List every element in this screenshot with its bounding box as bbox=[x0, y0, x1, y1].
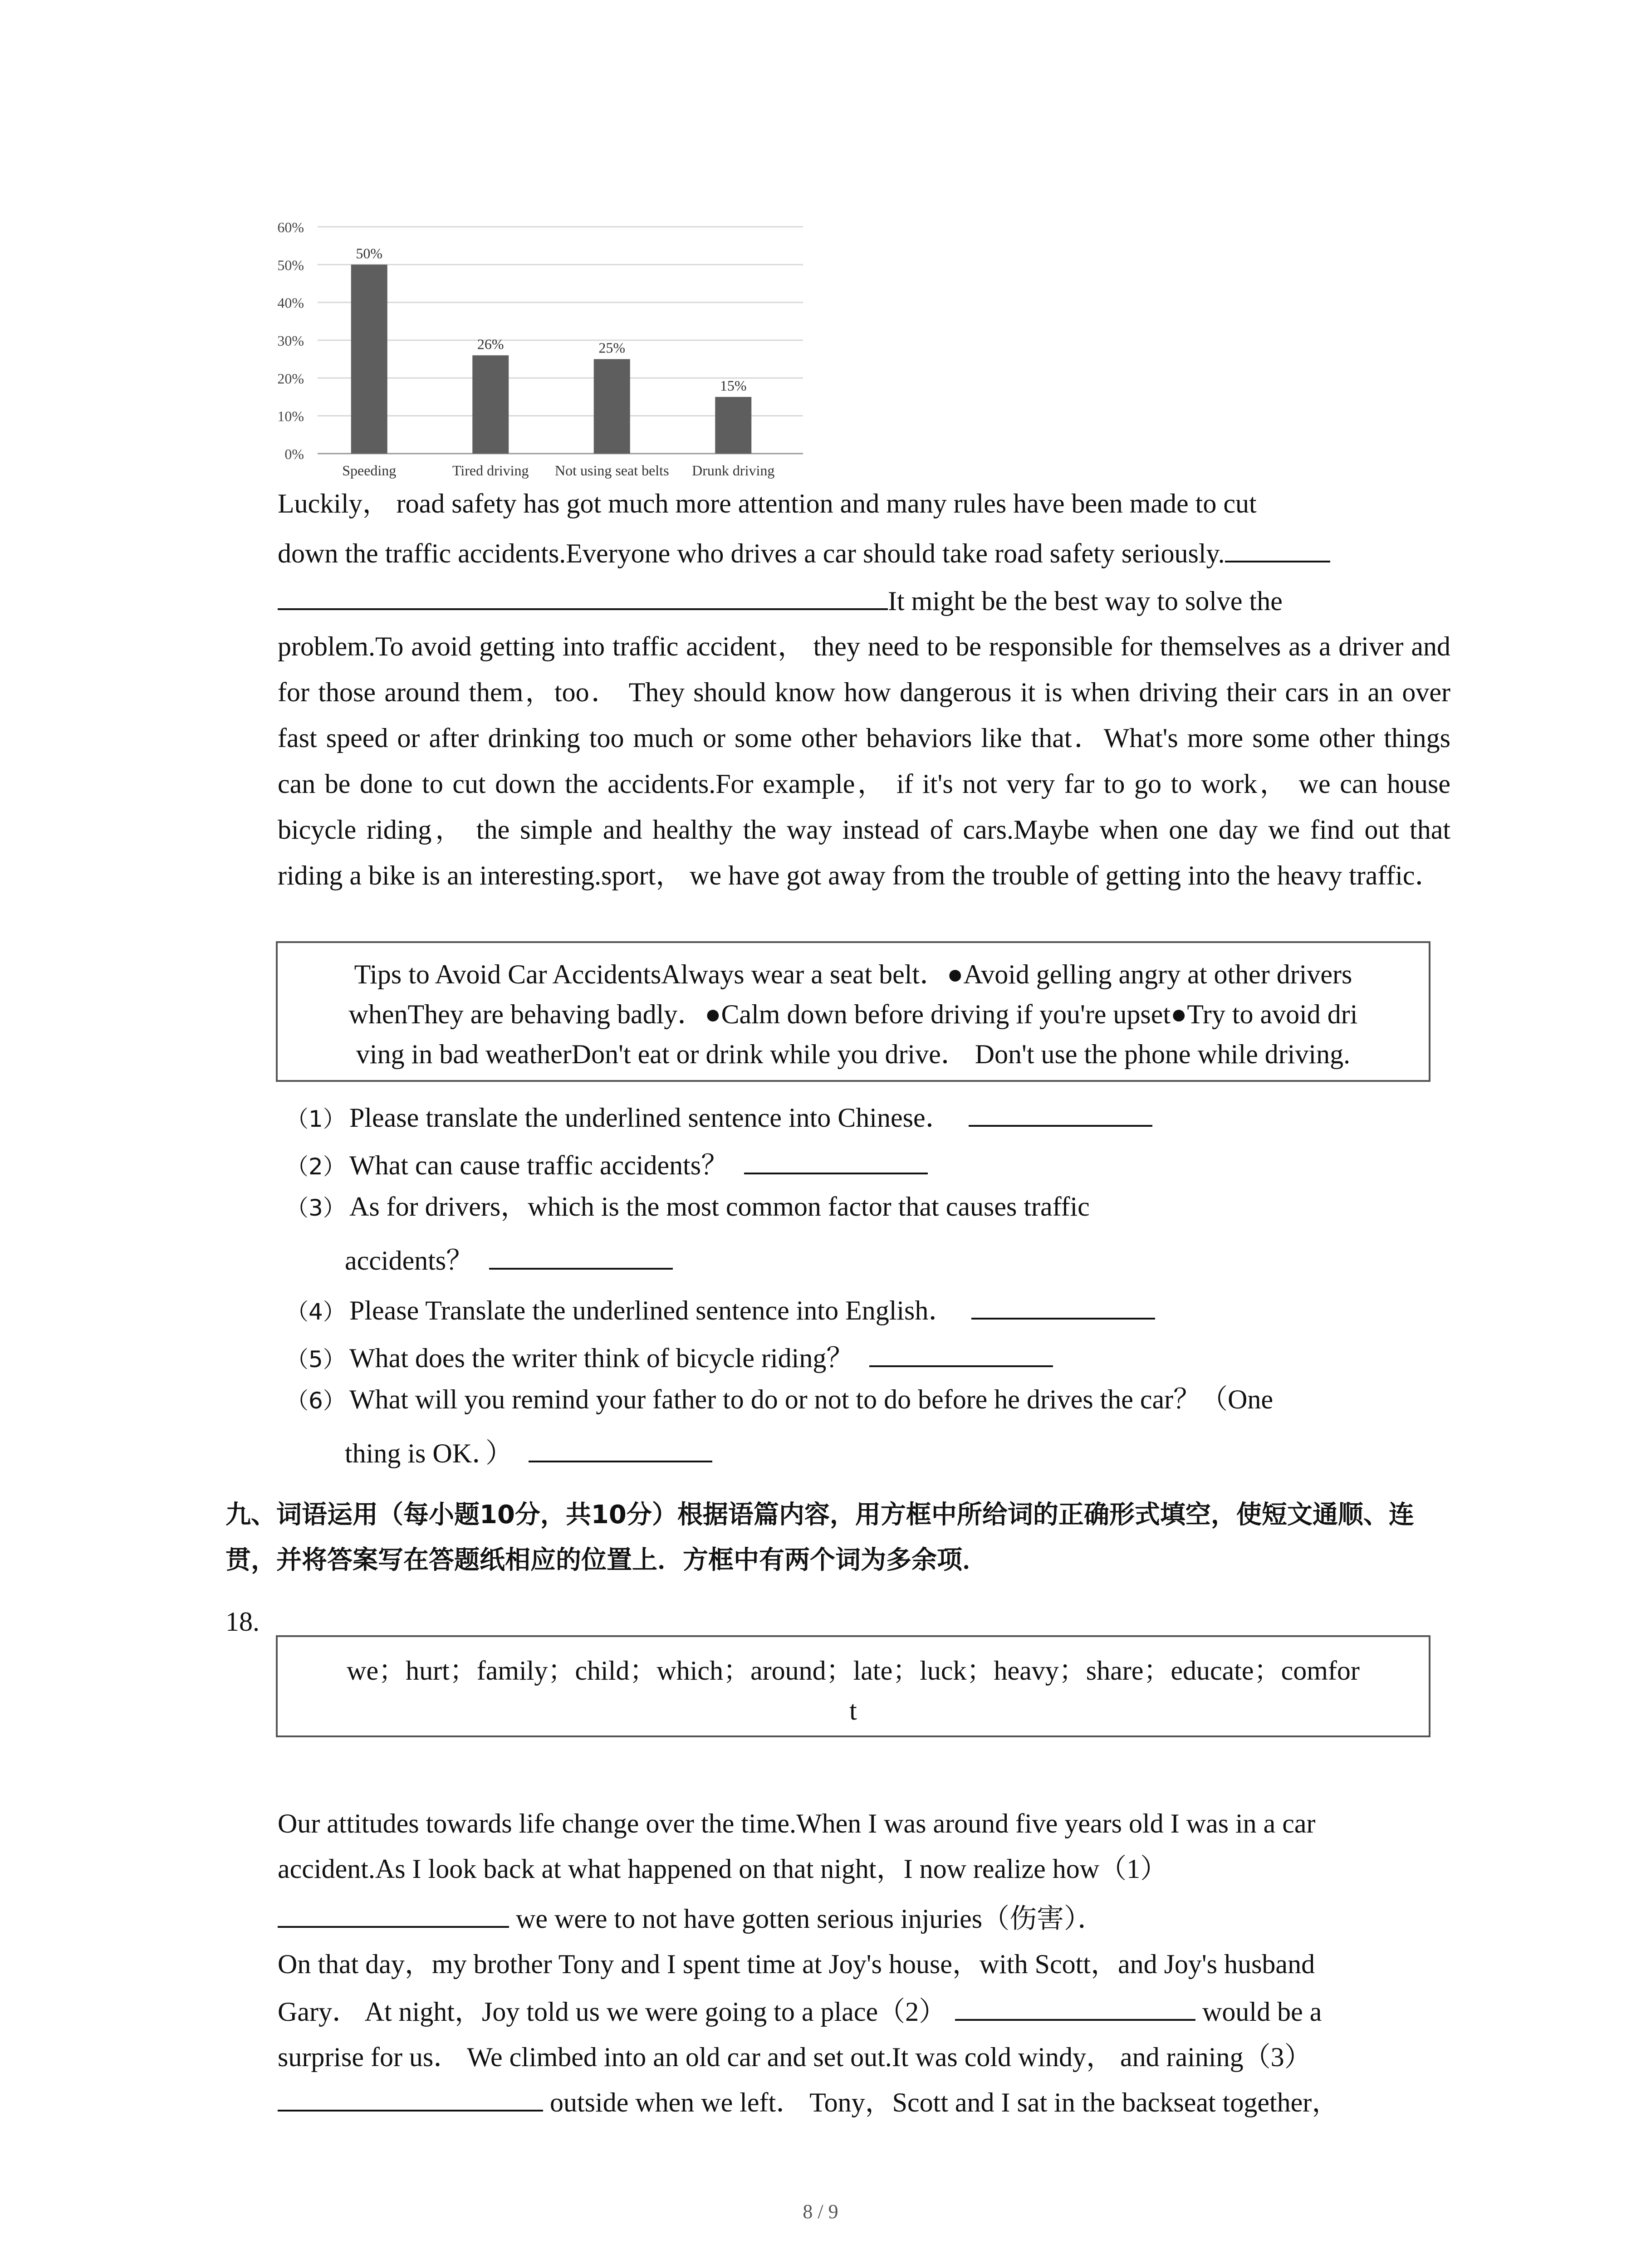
traffic-accident-causes-chart bbox=[268, 213, 812, 485]
question-6-continued: thing is OK．） bbox=[345, 1433, 712, 1467]
question-number: （2） bbox=[286, 1154, 346, 1180]
question-5: （5） What does the writer think of bicycle riding？ bbox=[286, 1338, 1053, 1373]
bar-not-using-seat-belts bbox=[594, 359, 630, 454]
y-tick-label: 20% bbox=[277, 370, 304, 387]
x-tick-label: Tired driving bbox=[452, 462, 529, 479]
data-label: 50% bbox=[356, 245, 383, 262]
question-6: （6） What will you remind your father to do or not to do before he drives the car？（One bbox=[286, 1384, 1274, 1414]
question-4: （4） Please Translate the underlined sentence into English． bbox=[286, 1290, 1155, 1325]
data-label: 25% bbox=[598, 339, 626, 356]
word-box-line-2: t bbox=[849, 1696, 857, 1725]
data-label: 26% bbox=[477, 336, 504, 352]
bar-tired-driving bbox=[472, 355, 509, 454]
tips-box bbox=[276, 941, 1430, 1082]
section-9-heading: 九、词语运用（每小题10分，共10分）根据语篇内容，用方框中所给词的正确形式填空，使短文通顺、连贯，并将答案写在答题纸相应的位置上．方框中有两个词为多余项． bbox=[225, 1500, 1414, 1575]
story-line-1: Our attitudes towards life change over the time.When I was around five years old I was in a car bbox=[278, 1809, 1316, 1838]
data-label: 15% bbox=[720, 377, 747, 394]
story-line-4: On that day，my brother Tony and I spent time at Joy's house，with Scott，and Joy's husband bbox=[278, 1949, 1315, 1979]
question-number: （3） bbox=[286, 1195, 346, 1221]
answer-blank[interactable] bbox=[869, 1338, 1053, 1367]
y-tick-label: 10% bbox=[277, 408, 304, 425]
passage-line-1: Luckily， road safety has got much more attention and many rules have been made to cut bbox=[278, 489, 1257, 518]
page-number: 8 / 9 bbox=[803, 2200, 838, 2223]
story-line-6: surprise for us． We climbed into an old car and set out.It was cold windy， and raining（3） bbox=[278, 2042, 1312, 2072]
y-tick-label: 30% bbox=[277, 332, 304, 349]
x-tick-label: Speeding bbox=[342, 462, 397, 479]
tips-line-2: whenThey are behaving badly．●Calm down before driving if you're upset●Try to avoid dri bbox=[348, 999, 1358, 1029]
y-tick-label: 60% bbox=[277, 219, 304, 235]
bar-drunk-driving bbox=[715, 397, 751, 454]
question-3: （3） As for drivers，which is the most common factor that causes traffic bbox=[286, 1192, 1090, 1222]
answer-blank-1[interactable] bbox=[278, 1899, 509, 1928]
question-2: （2） What can cause traffic accidents？ bbox=[286, 1145, 928, 1180]
question-number: （5） bbox=[286, 1346, 346, 1373]
word-box bbox=[276, 1635, 1430, 1737]
story-line-2: accident.As I look back at what happened on that night，I now realize how（1） bbox=[278, 1854, 1168, 1884]
word-box-line-1: we；hurt；family；child；which；around；late；luck；heavy；share；educate；comfor bbox=[347, 1656, 1360, 1686]
answer-blank[interactable] bbox=[529, 1433, 712, 1462]
answer-blank-2[interactable] bbox=[955, 1992, 1195, 2021]
question-1: （1） Please translate the underlined sentence into Chinese． bbox=[286, 1098, 1152, 1133]
passage-body: problem.To avoid getting into traffic accident， they need to be responsible for themselves as a driver and for those around them，too． They should know how dangerous it is when driving their cars in an over fast speed or after drinking too much or some other behaviors like that．What's more some other things can be done to cut down the accidents.For example， if it's not very far to go to work， we can house bicycle riding， the simple and healthy the way instead of cars.Maybe when one day we find out that riding a bike is an interesting.sport， we have got away from the trouble of getting into the heavy traffic． bbox=[278, 631, 1450, 890]
answer-blank[interactable] bbox=[969, 1098, 1152, 1127]
question-3-continued: accidents？ bbox=[345, 1241, 673, 1274]
answer-blank[interactable] bbox=[744, 1145, 928, 1174]
y-tick-label: 0% bbox=[284, 446, 304, 462]
story-line-7: outside when we left． Tony，Scott and I sat in the backseat together， bbox=[278, 2080, 1450, 2126]
x-tick-label: Drunk driving bbox=[692, 462, 775, 479]
answer-blank[interactable] bbox=[489, 1241, 673, 1270]
y-tick-label: 50% bbox=[277, 257, 304, 274]
tips-line-1: Tips to Avoid Car AccidentsAlways wear a seat belt．●Avoid gelling angry at other drivers bbox=[354, 959, 1352, 989]
story-line-5: Gary． At night，Joy told us we were going to a place（2） would be a bbox=[278, 1989, 1450, 2035]
question-number: （6） bbox=[286, 1388, 346, 1414]
passage-line-3: It might be the best way to solve the bbox=[278, 578, 1450, 624]
answer-blank[interactable] bbox=[278, 581, 888, 610]
question-number-18: 18. bbox=[225, 1607, 260, 1637]
bar-speeding bbox=[351, 264, 387, 454]
x-tick-label: Not using seat belts bbox=[554, 462, 669, 479]
story-line-3: we were to not have gotten serious injuries（伤害）． bbox=[278, 1896, 1450, 1942]
y-tick-label: 40% bbox=[277, 294, 304, 311]
answer-blank-3[interactable] bbox=[278, 2082, 543, 2112]
passage-line-2: down the traffic accidents.Everyone who drives a car should take road safety seriously. bbox=[278, 531, 1450, 577]
question-number: （1） bbox=[286, 1106, 346, 1132]
answer-blank[interactable] bbox=[1225, 533, 1330, 562]
answer-blank[interactable] bbox=[971, 1290, 1155, 1320]
question-number: （4） bbox=[286, 1299, 346, 1325]
tips-line-3: ving in bad weatherDon't eat or drink while you drive． Don't use the phone while driving. bbox=[356, 1039, 1351, 1069]
